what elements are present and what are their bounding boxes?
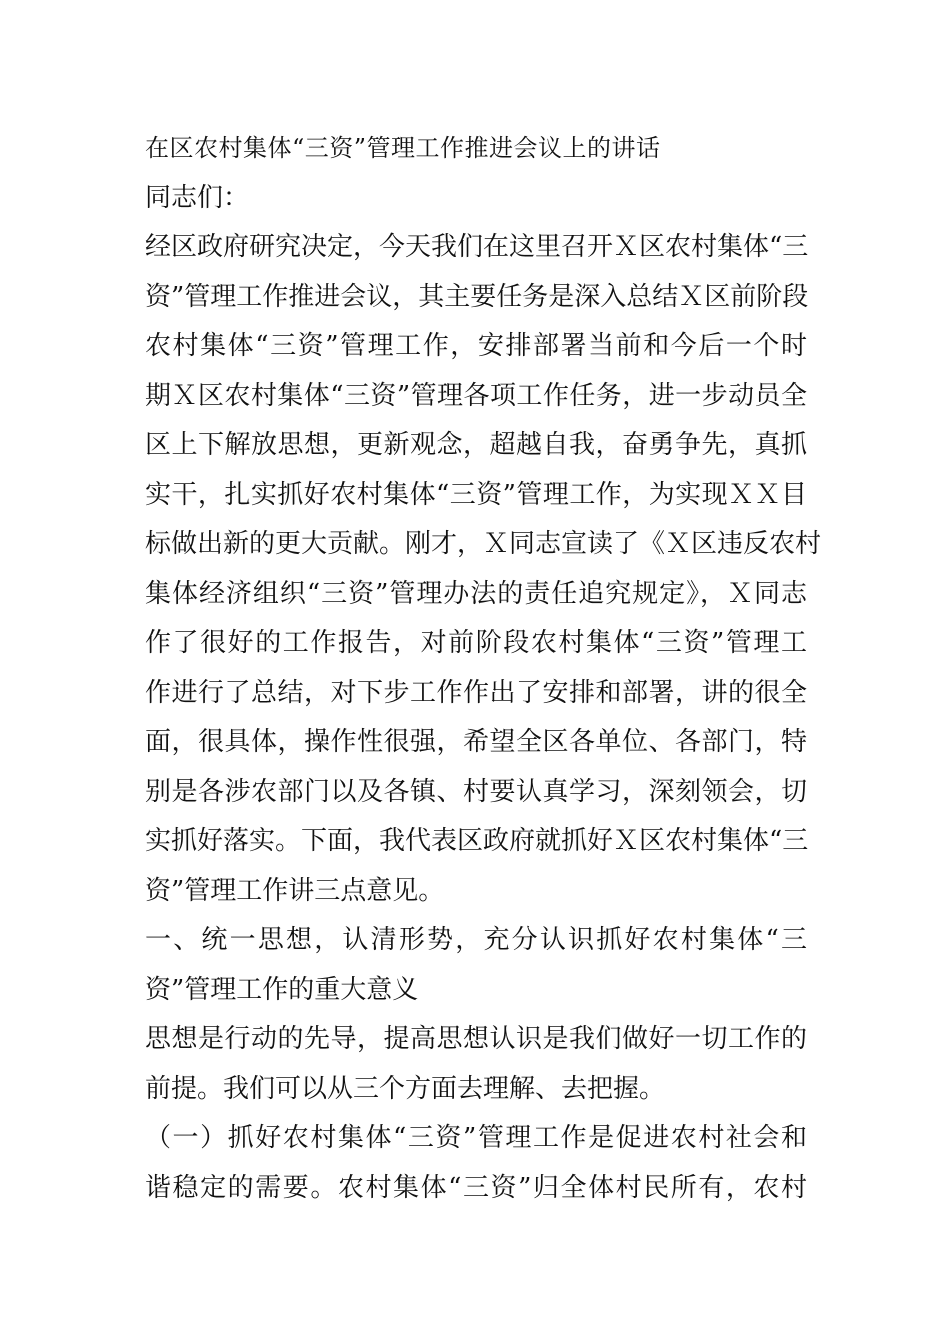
paragraph-section-1 xyxy=(145,1015,807,1114)
paragraph-opening xyxy=(145,223,822,916)
text-line: 一、统一思想，认清形势，充分认识抓好农村集体“三 xyxy=(145,925,807,955)
section-heading-1 xyxy=(145,916,807,1015)
text-line: 期Ｘ区农村集体“三资”管理各项工作任务，进一步动员全 xyxy=(145,380,807,411)
text-line: 作进行了总结，对下步工作作出了安排和部署，讲的很全 xyxy=(145,677,807,708)
text-line: 面，很具体，操作性很强，希望全区各单位、各部门，特 xyxy=(145,727,807,757)
document-page xyxy=(145,124,822,1213)
text-line: 别是各涉农部门以及各镇、村要认真学习，深刻领会，切 xyxy=(145,776,807,807)
text-line: 实干，扎实抓好农村集体“三资”管理工作，为实现ＸＸ目 xyxy=(145,479,807,510)
text-line: 作了很好的工作报告，对前阶段农村集体“三资”管理工 xyxy=(145,628,807,658)
text-line: 集体经济组织“三资”管理办法的责任追究规定》，Ｘ同志 xyxy=(145,578,807,609)
text-line: 资”管理工作的重大意义 xyxy=(145,974,419,1005)
text-line: 农村集体“三资”管理工作，安排部署当前和今后一个时 xyxy=(145,331,807,361)
text-line: 实抓好落实。下面，我代表区政府就抓好Ｘ区农村集体“三 xyxy=(145,826,809,856)
text-line: 标做出新的更大贡献。刚才，Ｘ同志宣读了《Ｘ区违反农村 xyxy=(145,529,822,559)
text-line: （一）抓好农村集体“三资”管理工作是促进农村社会和 xyxy=(145,1123,807,1153)
text-line: 资”管理工作讲三点意见。 xyxy=(145,875,445,906)
paragraph-subsection-1 xyxy=(145,1114,807,1213)
text-line: 谐稳定的需要。农村集体“三资”归全体村民所有，农村 xyxy=(145,1172,807,1203)
text-line: 区上下解放思想，更新观念，超越自我，奋勇争先，真抓 xyxy=(145,430,807,460)
document-title: 在区农村集体“三资”管理工作推进会议上的讲话 xyxy=(145,134,661,162)
text-line: 前提。我们可以从三个方面去理解、去把握。 xyxy=(145,1073,666,1104)
text-line: 资”管理工作推进会议，其主要任务是深入总结Ｘ区前阶段 xyxy=(145,281,809,312)
salutation: 同志们： xyxy=(145,182,250,213)
text-line: 经区政府研究决定，今天我们在这里召开Ｘ区农村集体“三 xyxy=(145,232,809,262)
text-line: 思想是行动的先导，提高思想认识是我们做好一切工作的 xyxy=(145,1024,807,1054)
